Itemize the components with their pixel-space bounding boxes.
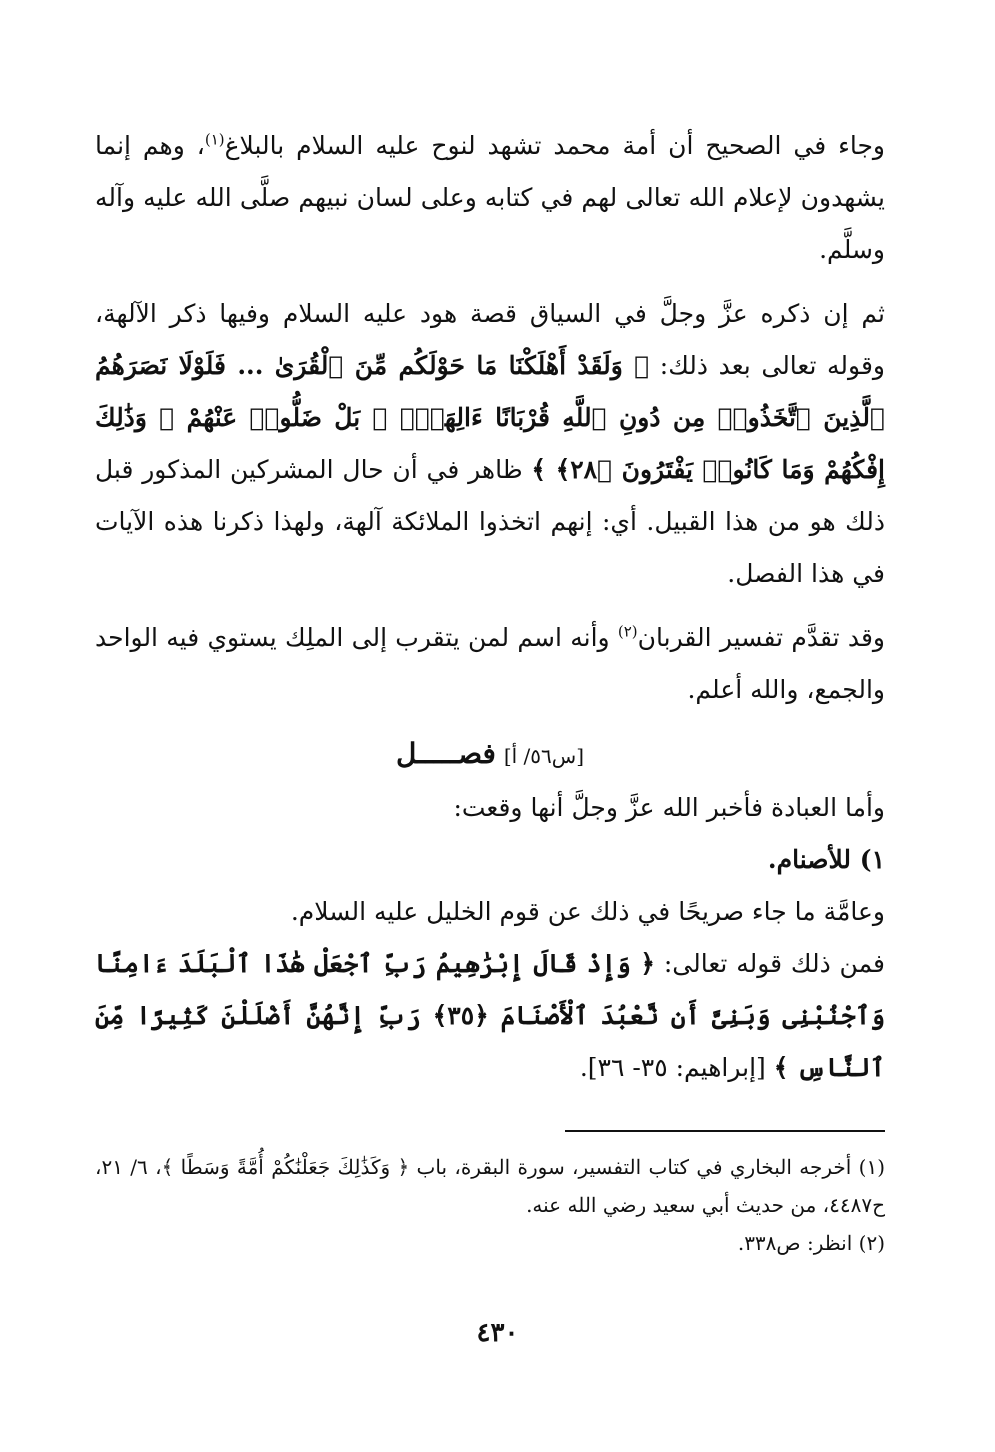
footnote-2-marker: (٢): [858, 1231, 885, 1255]
paragraph-2-part2: ظاهر في أن حال المشركين المذكور قبل ذلك هو من هذا القبيل. أي: إنهم اتخذوا الملائكة آلهة، ولهذا ذكرنا هذه الآيات في هذا الفصل.: [95, 455, 885, 588]
section-title: فصـــــل: [395, 737, 496, 770]
final-lead: فمن ذلك قوله تعالى:: [655, 949, 885, 978]
paragraph-3-text: وقد تقدَّم تفسير القربان: [637, 623, 885, 652]
section-heading: [95, 728, 885, 782]
paragraph-2-part1: ثم إن ذكره عزَّ وجلَّ في السياق قصة هود عليه السلام وفيها ذكر الآلهة، وقوله تعالى بعد ذلك:: [95, 299, 885, 380]
footnote-1: [95, 1148, 885, 1224]
footnote-1-text: أخرجه البخاري في كتاب التفسير، سورة البقرة، باب ﴿ وَكَذَٰلِكَ جَعَلْنَٰكُمْ أُمَّةً وَسَطًا ﴾، ٦/ ٢١، ح٤٤٨٧، من حديث أبي سعيد رضي الله عنه.: [95, 1155, 885, 1217]
footnote-1-marker: (١): [858, 1155, 885, 1179]
footnote-2: [95, 1224, 885, 1262]
page-number: ٤٣٠: [476, 1318, 519, 1348]
general-line: وعامَّة ما جاء صريحًا في ذلك عن قوم الخليل عليه السلام.: [290, 897, 885, 926]
paragraph-1: [95, 120, 885, 276]
paragraph-1-tail: ، وهم إنما يشهدون لإعلام الله تعالى لهم في كتابه وعلى لسان نبيهم صلَّى الله عليه وآله وسلَّم.: [95, 131, 885, 264]
paragraph-final: [95, 938, 885, 1094]
paragraph-2: [95, 288, 885, 600]
intro-line: وأما العبادة فأخبر الله عزَّ وجلَّ أنها وقعت:: [453, 793, 885, 822]
page-body: [95, 120, 885, 1106]
paragraph-3-tail: وأنه اسم لمن يتقرب إلى الملِك يستوي فيه الواحد والجمع، والله أعلم.: [95, 623, 885, 704]
quran-verse-2: ﴿ وَإِذْ قَالَ إِبْرَٰهِيمُ رَبِّ ٱجْعَلْ هَٰذَا ٱلْبَلَدَ ءَامِنًا وَٱجْنُبْنِى وَبَنِىَّ أَن نَّعْبُدَ ٱلْأَصْنَامَ ﴿٣٥﴾ رَبِّ إِنَّهُنَّ أَضْلَلْنَ كَثِيرًا مِّنَ ٱلنَّاسِ ﴾: [95, 949, 885, 1082]
list-item-1: ١) للأصنام.: [767, 845, 885, 874]
paragraph-1-text: وجاء في الصحيح أن أمة محمد تشهد لنوح عليه السلام بالبلاغ: [224, 131, 885, 160]
footnote-ref-2[interactable]: (٢): [617, 622, 638, 641]
footnote-ref-1[interactable]: (١): [204, 130, 225, 149]
quran-verse-1: ﴿ وَلَقَدْ أَهْلَكْنَا مَا حَوْلَكُم مِّنَ ٱلْقُرَىٰ ... فَلَوْلَا نَصَرَهُمُ ٱلَّذِينَ ٱتَّخَذُوا۟ مِن دُونِ ٱللَّهِ قُرْبَانًا ءَالِهَةًۢ ۖ بَلْ ضَلُّوا۟ عَنْهُمْ ۚ وَذَٰلِكَ إِفْكُهُمْ وَمَا كَانُوا۟ يَفْتَرُونَ ﴿٢٨﴾ ﴾: [95, 351, 885, 484]
manuscript-ref: [س٥٦/ أ]: [503, 744, 584, 768]
footnotes-section: [95, 1130, 885, 1262]
footnote-divider: [565, 1130, 885, 1132]
footnote-2-text: انظر: ص٣٣٨.: [737, 1231, 853, 1255]
paragraph-3: [95, 612, 885, 716]
final-citation: [إبراهيم: ٣٥- ٣٦].: [579, 1053, 774, 1082]
